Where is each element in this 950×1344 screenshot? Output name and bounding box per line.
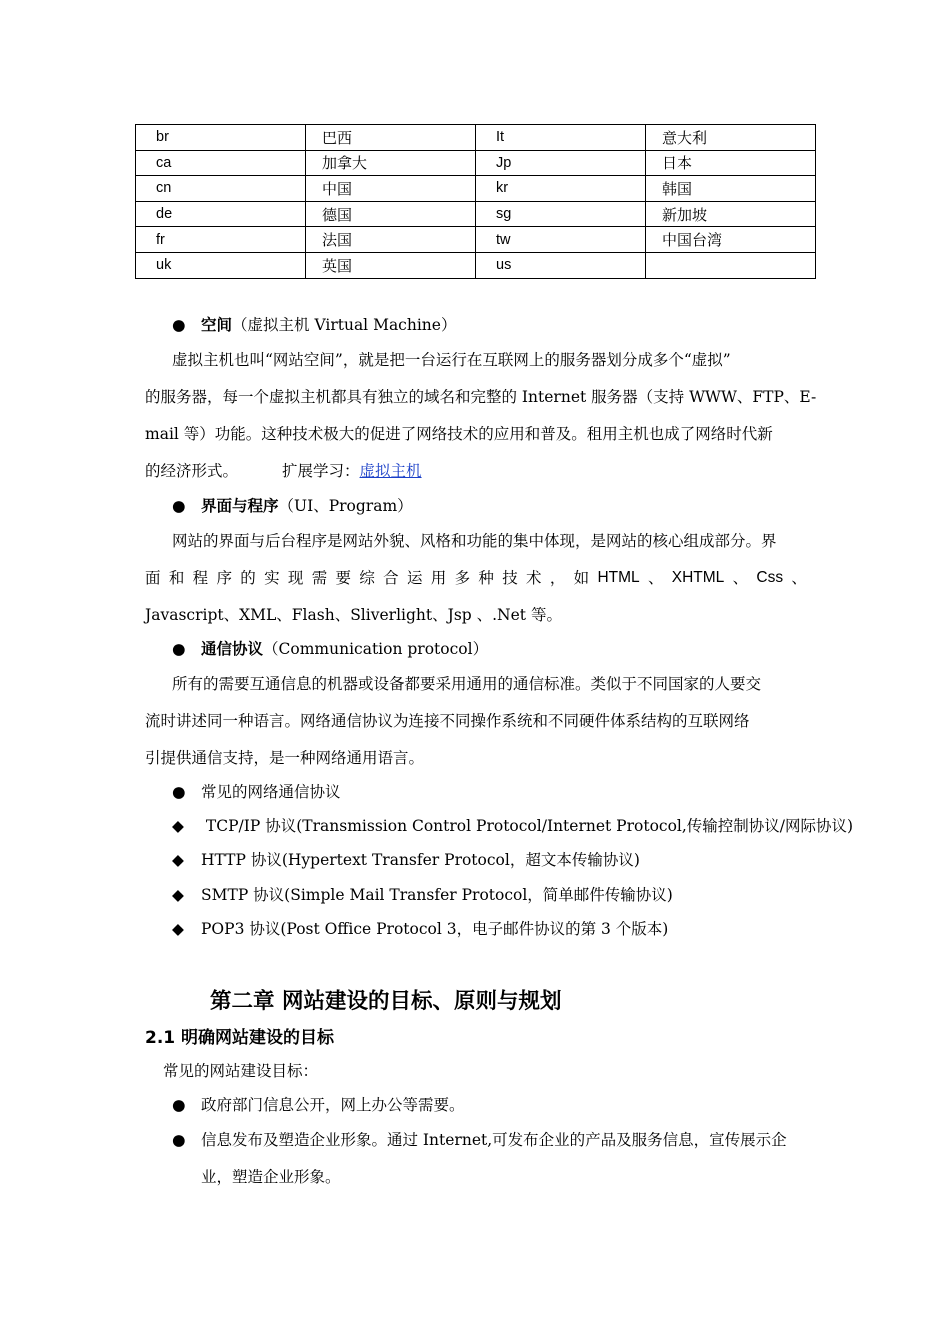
justified-word: 、 xyxy=(791,569,807,587)
virtual-host-link[interactable]: 虚拟主机 xyxy=(359,462,422,480)
country-name-cell: 中国 xyxy=(306,176,476,202)
bullet-icon: ● xyxy=(172,1131,186,1149)
table-row xyxy=(136,201,816,227)
goal-item xyxy=(172,1095,465,1115)
protocol-item-text: HTTP 协议(Hypertext Transfer Protocol，超文本传输协议) xyxy=(201,851,640,869)
justified-word: 种 xyxy=(478,569,494,587)
justified-word: 实 xyxy=(264,569,280,587)
protocol-list-item xyxy=(172,885,673,905)
protocol-paragraph-line: 所有的需要互通信息的机器或设备都要采用通用的通信标准。类似于不同国家的人要交 xyxy=(172,675,762,693)
justified-word: 、 xyxy=(732,569,749,587)
goal-item-text: 信息发布及塑造企业形象。通过 Internet,可发布企业的产品及服务信息，宣传展示企 xyxy=(201,1131,787,1149)
extend-label: 扩展学习： xyxy=(282,462,360,480)
justified-word: 综 xyxy=(359,569,375,587)
ui-heading xyxy=(172,496,413,516)
domain-code-cell: Jp xyxy=(476,150,646,176)
justified-word: HTML xyxy=(597,569,640,586)
protocol-title: 通信协议 xyxy=(201,639,264,658)
country-name-cell: 德国 xyxy=(306,201,476,227)
country-name-cell: 加拿大 xyxy=(306,150,476,176)
justified-word: XHTML xyxy=(671,569,725,586)
country-name-cell: 法国 xyxy=(306,227,476,253)
justified-word: 如 xyxy=(573,569,590,587)
vm-paragraph-text: 的经济形式。 xyxy=(145,462,239,480)
table-row xyxy=(136,150,816,176)
vm-paragraph-last-line xyxy=(145,461,422,481)
justified-word: 运 xyxy=(406,569,423,587)
country-name-cell xyxy=(646,252,816,278)
vm-title: 空间 xyxy=(201,315,233,334)
diamond-icon: ◆ xyxy=(172,817,184,835)
diamond-icon: ◆ xyxy=(172,851,184,869)
bullet-icon: ● xyxy=(172,1096,186,1114)
protocol-list-item xyxy=(172,850,640,870)
country-name-cell: 新加坡 xyxy=(646,201,816,227)
goal-item xyxy=(172,1130,787,1150)
bullet-icon: ● xyxy=(172,316,186,334)
domain-code-cell: tw xyxy=(476,227,646,253)
country-domain-table xyxy=(135,124,816,279)
bullet-icon: ● xyxy=(172,497,186,515)
country-name-cell: 日本 xyxy=(646,150,816,176)
domain-code-cell: de xyxy=(136,201,306,227)
ui-title-note: （UI、Program） xyxy=(278,497,413,515)
domain-code-cell: br xyxy=(136,125,306,151)
vm-paragraph-line: 的服务器，每一个虚拟主机都具有独立的域名和完整的 Internet 服务器（支持 WWW、FTP、E- xyxy=(145,388,817,406)
goals-intro: 常见的网站建设目标： xyxy=(163,1062,319,1080)
protocol-item-text: SMTP 协议(Simple Mail Transfer Protocol，简单邮件传输协议) xyxy=(201,886,673,904)
protocol-paragraph-line: 流时讲述同一种语言。网络通信协议为连接不同操作系统和不同硬件体系结构的互联网络 xyxy=(145,712,750,730)
country-name-cell: 中国台湾 xyxy=(646,227,816,253)
vm-paragraph-line: mail 等）功能。这种技术极大的促进了网络技术的应用和普及。租用主机也成了网络时代新 xyxy=(145,425,773,443)
domain-code-cell: cn xyxy=(136,176,306,202)
diamond-icon: ◆ xyxy=(172,920,184,938)
goal-item-continuation: 业，塑造企业形象。 xyxy=(201,1168,341,1186)
justified-word: ， xyxy=(549,569,566,587)
justified-word: 多 xyxy=(454,569,471,587)
country-name-cell: 英国 xyxy=(306,252,476,278)
common-protocols-title: 常见的网络通信协议 xyxy=(201,783,341,801)
domain-code-cell: sg xyxy=(476,201,646,227)
ui-paragraph-line: 网站的界面与后台程序是网站外貌、风格和功能的集中体现，是网站的核心组成部分。界 xyxy=(172,532,777,550)
country-name-cell: 韩国 xyxy=(646,176,816,202)
country-name-cell: 巴西 xyxy=(306,125,476,151)
domain-code-cell: uk xyxy=(136,252,306,278)
table-row xyxy=(136,252,816,278)
vm-paragraph-line: 虚拟主机也叫“网站空间”，就是把一台运行在互联网上的服务器划分成多个“虚拟” xyxy=(172,351,731,369)
ui-paragraph-line: Javascript、XML、Flash、Sliverlight、Jsp 、.Net 等。 xyxy=(145,606,562,624)
bullet-icon: ● xyxy=(172,640,186,658)
bullet-icon: ● xyxy=(172,783,186,801)
justified-word: 、 xyxy=(647,569,664,587)
justified-word: 要 xyxy=(335,569,352,587)
common-protocols-heading xyxy=(172,782,341,802)
justified-word: 技 xyxy=(502,569,518,587)
justified-word: 术 xyxy=(526,569,542,587)
diamond-icon: ◆ xyxy=(172,886,184,904)
protocol-heading xyxy=(172,639,488,659)
domain-code-cell: ca xyxy=(136,150,306,176)
table-row xyxy=(136,176,816,202)
protocol-title-note: （Communication protocol） xyxy=(263,640,489,658)
protocol-paragraph-line: 引提供通信支持，是一种网络通用语言。 xyxy=(145,749,425,767)
justified-word: Css xyxy=(756,569,784,586)
justified-word: 合 xyxy=(383,569,399,587)
justified-word: 序 xyxy=(216,569,232,587)
protocol-item-text: POP3 协议(Post Office Protocol 3，电子邮件协议的第 3 个版本) xyxy=(201,920,669,938)
protocol-item-text: TCP/IP 协议(Transmission Control Protocol/Internet Protocol,传输控制协议/网际协议) xyxy=(201,817,854,835)
justified-word: 需 xyxy=(311,569,328,587)
protocol-list-item xyxy=(172,919,668,939)
country-name-cell: 意大利 xyxy=(646,125,816,151)
justified-word: 用 xyxy=(430,569,447,587)
justified-word: 面 xyxy=(145,569,161,587)
goal-item-text: 政府部门信息公开，网上办公等需要。 xyxy=(201,1096,465,1114)
table-row xyxy=(136,227,816,253)
domain-code-cell: kr xyxy=(476,176,646,202)
table-row xyxy=(136,125,816,151)
ui-title: 界面与程序 xyxy=(201,496,279,515)
section-title: 2.1 明确网站建设的目标 xyxy=(145,1028,335,1048)
justified-word: 和 xyxy=(168,569,185,587)
ui-paragraph-justified-line xyxy=(145,568,807,588)
domain-code-cell: us xyxy=(476,252,646,278)
justified-word: 现 xyxy=(287,569,304,587)
vm-heading xyxy=(172,315,456,335)
vm-title-note: （虚拟主机 Virtual Machine） xyxy=(232,316,457,334)
domain-code-cell: fr xyxy=(136,227,306,253)
chapter-title: 第二章 网站建设的目标、原则与规划 xyxy=(210,989,562,1014)
justified-word: 的 xyxy=(240,569,256,587)
protocol-list-item xyxy=(172,816,853,836)
domain-code-cell: It xyxy=(476,125,646,151)
justified-word: 程 xyxy=(192,569,209,587)
